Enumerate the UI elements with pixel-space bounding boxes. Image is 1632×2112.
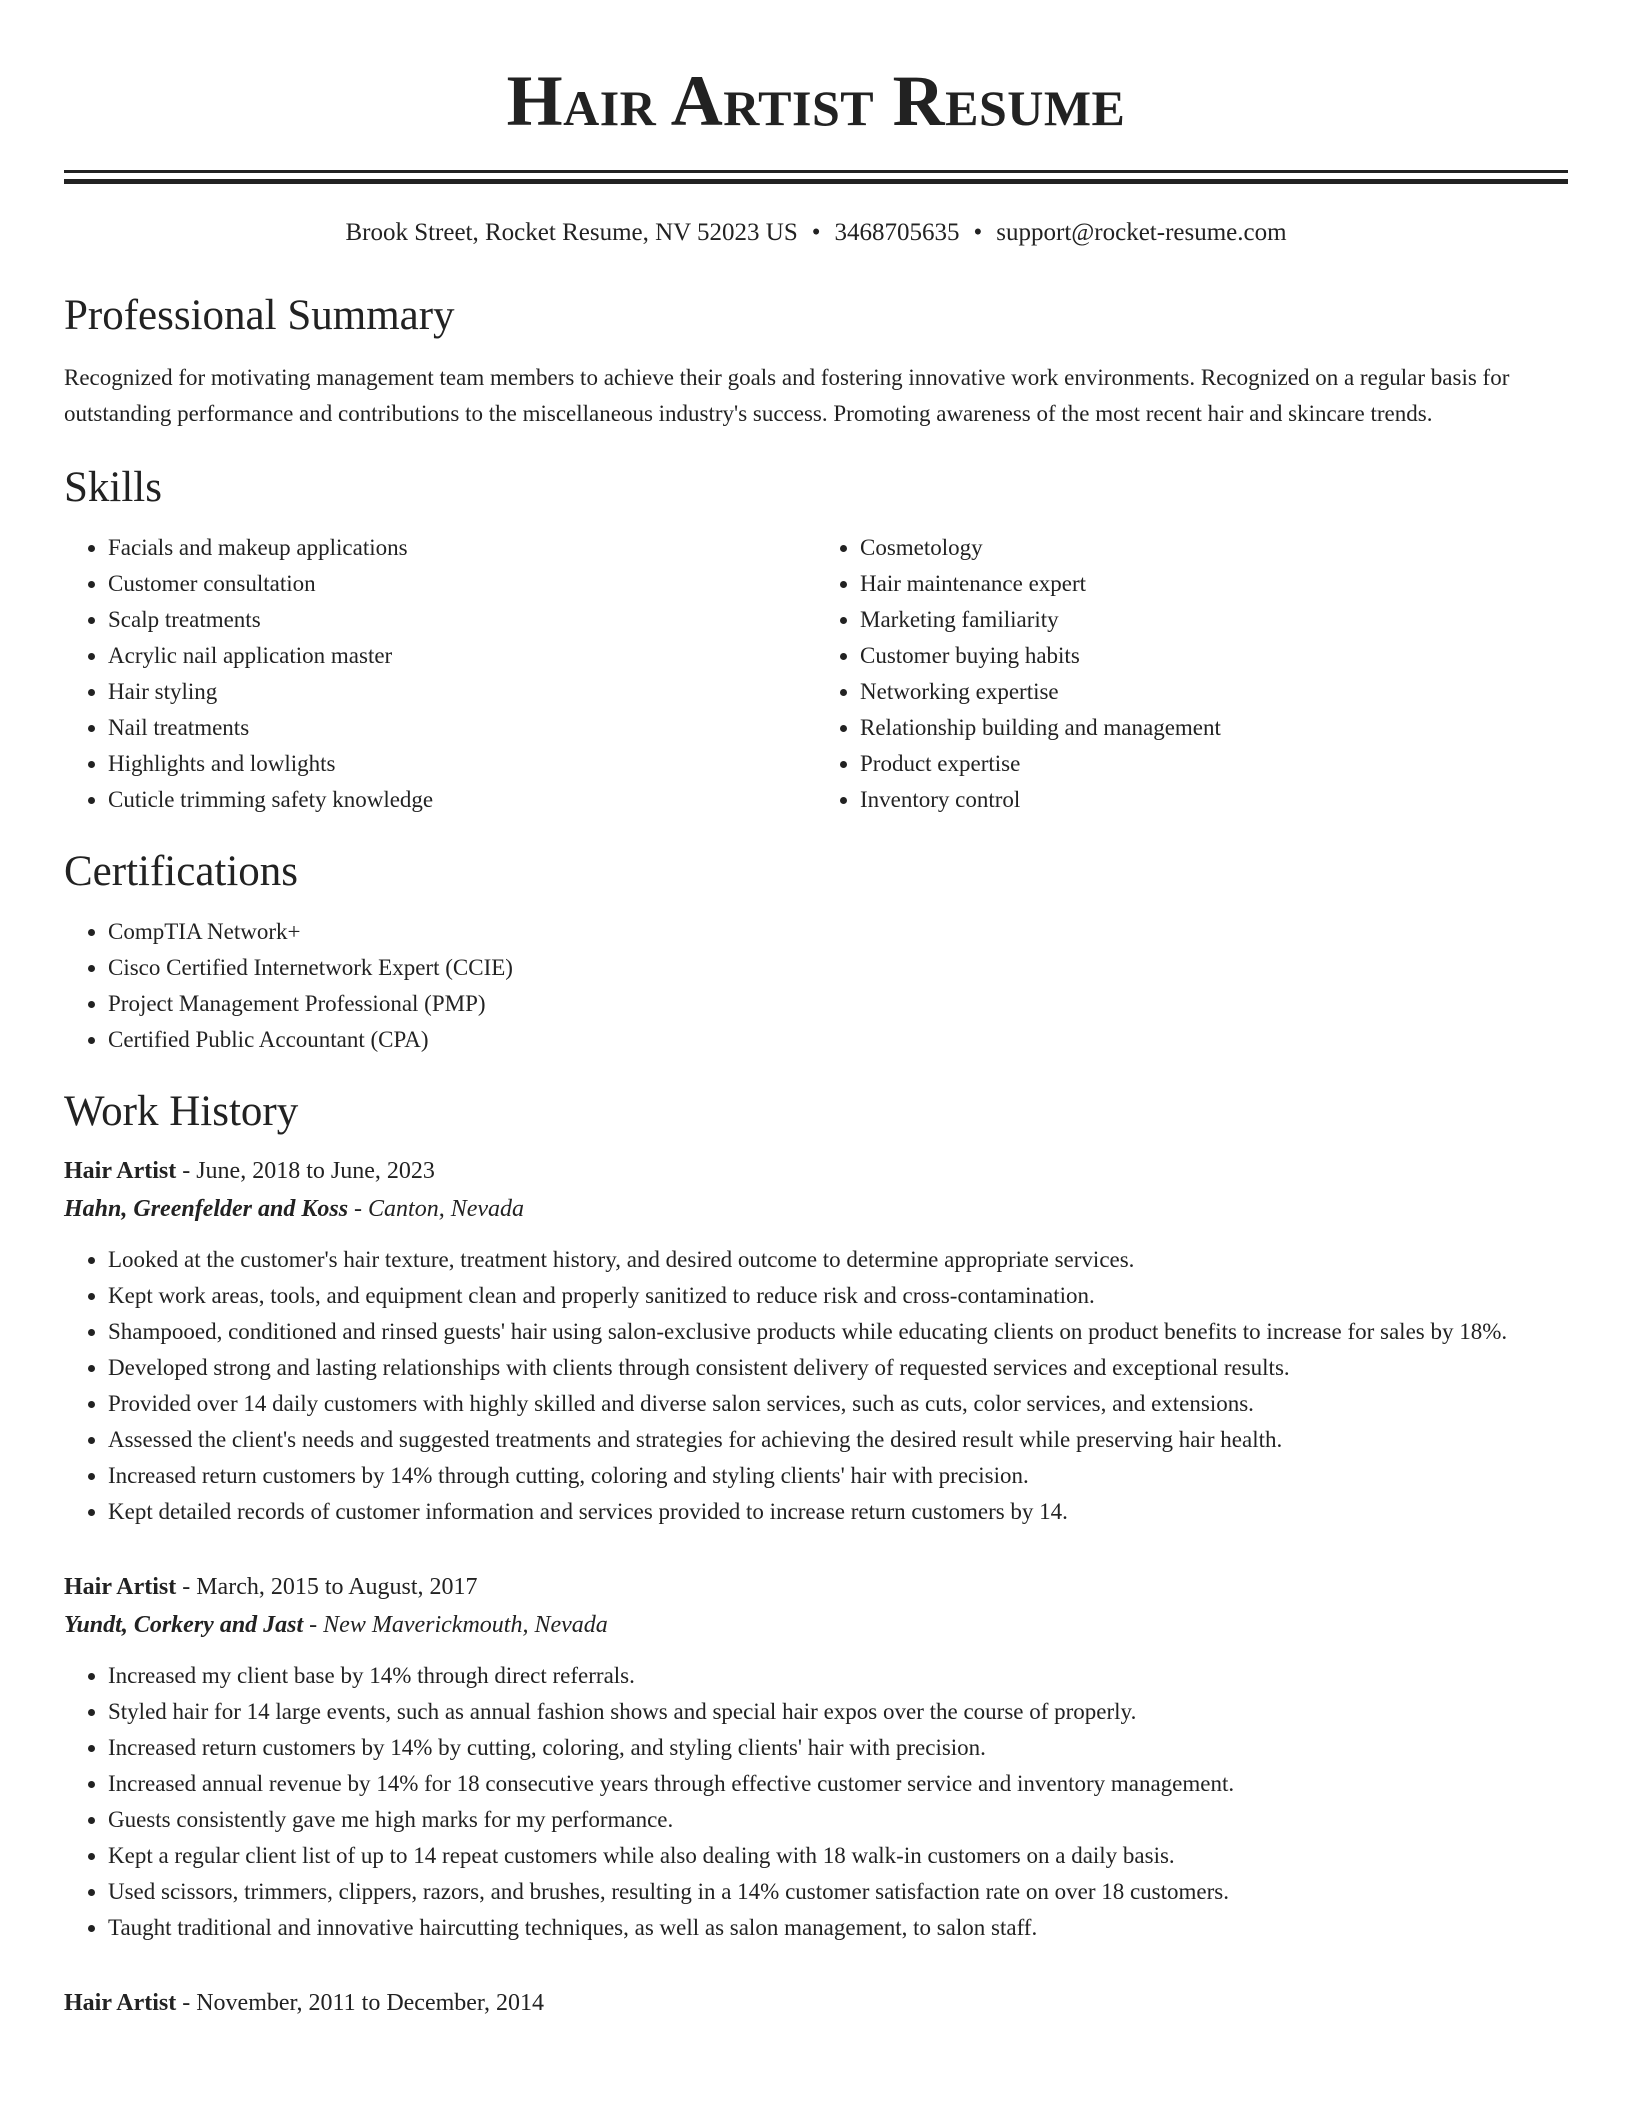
skill-item: • Hair maintenance expert: [860, 566, 1568, 602]
summary-text: Recognized for motivating management team members to achieve their goals and fostering innovative work environments. Recognized on a regular basis for outstanding performance and contributions to the miscellaneous industry's success. Promoting awareness of the most recent hair and skincare trends.: [64, 365, 1510, 426]
job-bullet: • Increased my client base by 14% through direct referrals.: [108, 1658, 1568, 1694]
skill-item: • Networking expertise: [860, 674, 1568, 710]
certification-item: • Cisco Certified Internetwork Expert (CCIE): [108, 950, 1568, 986]
skill-item: • Highlights and lowlights: [108, 746, 816, 782]
job-title-line: [64, 1568, 1568, 1606]
skill-item: • Cuticle trimming safety knowledge: [108, 782, 816, 818]
job-entry: [64, 1152, 1568, 1530]
job-title-line: [64, 1984, 1568, 2022]
contact-separator: •: [973, 219, 983, 246]
job-location: - Canton, Nevada: [348, 1196, 525, 1222]
job-bullet: • Developed strong and lasting relationships with clients through consistent delivery of requested services and exceptional results.: [108, 1350, 1568, 1386]
contact-separator: •: [811, 219, 821, 246]
job-bullet: • Taught traditional and innovative haircutting techniques, as well as salon management, to salon staff.: [108, 1910, 1568, 1946]
job-company-line: [64, 1606, 1568, 1644]
job-bullet: • Kept work areas, tools, and equipment clean and properly sanitized to reduce risk and cross-contamination.: [108, 1278, 1568, 1314]
skill-item: • Cosmetology: [860, 530, 1568, 566]
job-bullets: [64, 1242, 1568, 1530]
job-bullet: • Kept detailed records of customer information and services provided to increase return customers by 14.: [108, 1494, 1568, 1530]
skill-item: • Product expertise: [860, 746, 1568, 782]
job-dates: - March, 2015 to August, 2017: [176, 1574, 478, 1600]
job-company-line: [64, 1190, 1568, 1228]
skill-item: • Marketing familiarity: [860, 602, 1568, 638]
job-bullet: • Kept a regular client list of up to 14 repeat customers while also dealing with 18 walk-in customers on a daily basis.: [108, 1838, 1568, 1874]
job-bullet: • Used scissors, trimmers, clippers, razors, and brushes, resulting in a 14% customer satisfaction rate on over 18 customers.: [108, 1874, 1568, 1910]
job-entry: [64, 1568, 1568, 1946]
job-title: Hair Artist: [64, 1574, 177, 1600]
skills-heading: Skills: [64, 464, 162, 511]
job-bullet: • Guests consistently gave me high marks for my performance.: [108, 1802, 1568, 1838]
skill-item: • Nail treatments: [108, 710, 816, 746]
certification-item: • Certified Public Accountant (CPA): [108, 1022, 1568, 1058]
job-dates: - November, 2011 to December, 2014: [176, 1990, 544, 2016]
contact-address: Brook Street, Rocket Resume, NV 52023 US: [345, 219, 798, 246]
job-bullet: • Provided over 14 daily customers with highly skilled and diverse salon services, such as cuts, color services, and extensions.: [108, 1386, 1568, 1422]
skill-item: • Acrylic nail application master: [108, 638, 816, 674]
job-bullet: • Assessed the client's needs and suggested treatments and strategies for achieving the desired result while preserving hair health.: [108, 1422, 1568, 1458]
title-rule-thin: [64, 170, 1568, 173]
job-bullet: • Increased return customers by 14% through cutting, coloring and styling clients' hair with precision.: [108, 1458, 1568, 1494]
job-bullet: • Increased annual revenue by 14% for 18 consecutive years through effective customer service and inventory management.: [108, 1766, 1568, 1802]
job-title: Hair Artist: [64, 1158, 177, 1184]
job-bullet: • Styled hair for 14 large events, such as annual fashion shows and special hair expos over the course of properly.: [108, 1694, 1568, 1730]
job-bullet: • Shampooed, conditioned and rinsed guests' hair using salon-exclusive products while educating clients on product benefits to increase for sales by 18%.: [108, 1314, 1568, 1350]
job-bullet: • Increased return customers by 14% by cutting, coloring, and styling clients' hair with precision.: [108, 1730, 1568, 1766]
work-history-heading: Work History: [64, 1088, 299, 1135]
title-rule-thick: [64, 179, 1568, 184]
skills-list-right: [816, 530, 1568, 818]
skill-item: • Hair styling: [108, 674, 816, 710]
job-title-line: [64, 1152, 1568, 1190]
summary-heading: Professional Summary: [64, 292, 455, 339]
contact-phone: 3468705635: [834, 219, 960, 246]
contact-email: support@rocket-resume.com: [996, 219, 1287, 246]
certifications-heading: Certifications: [64, 848, 299, 895]
skills-list-left: [64, 530, 816, 818]
certification-item: • CompTIA Network+: [108, 914, 1568, 950]
job-company: Yundt, Corkery and Jast: [64, 1612, 304, 1638]
job-entry: [64, 1984, 1568, 2022]
job-bullet: • Looked at the customer's hair texture, treatment history, and desired outcome to determine appropriate services.: [108, 1242, 1568, 1278]
certification-item: • Project Management Professional (PMP): [108, 986, 1568, 1022]
job-title: Hair Artist: [64, 1990, 177, 2016]
skill-item: • Inventory control: [860, 782, 1568, 818]
job-dates: - June, 2018 to June, 2023: [176, 1158, 435, 1184]
skill-item: • Customer consultation: [108, 566, 816, 602]
job-location: - New Maverickmouth, Nevada: [303, 1612, 608, 1638]
resume-title: Hair Artist Resume: [506, 61, 1126, 141]
skill-item: • Scalp treatments: [108, 602, 816, 638]
contact-line: [64, 216, 1568, 250]
job-company: Hahn, Greenfelder and Koss: [64, 1196, 349, 1222]
skills-columns: [64, 530, 1568, 818]
certifications-list: [64, 914, 1568, 1058]
job-bullets: [64, 1658, 1568, 1946]
skill-item: • Facials and makeup applications: [108, 530, 816, 566]
skill-item: • Relationship building and management: [860, 710, 1568, 746]
skill-item: • Customer buying habits: [860, 638, 1568, 674]
